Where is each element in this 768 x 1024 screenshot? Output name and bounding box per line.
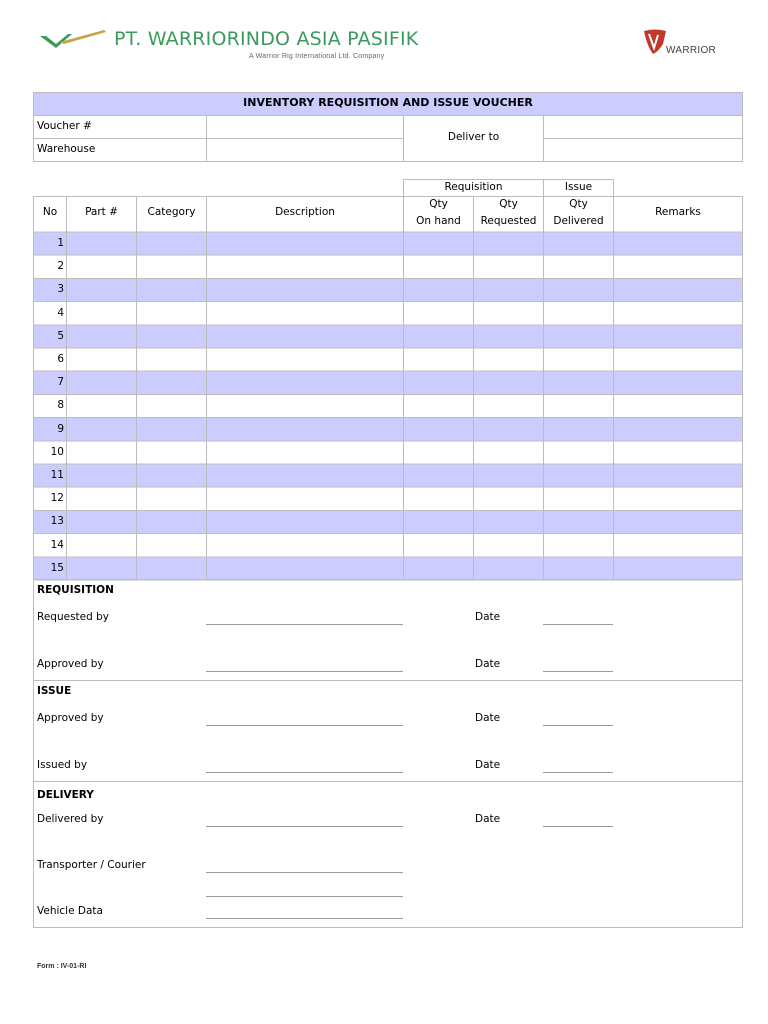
col-qty-requested-bottom: Requested [480, 215, 537, 227]
delivery-date-label: Date [475, 813, 501, 825]
delivery-heading: DELIVERY [37, 789, 94, 801]
col-description: Description [275, 206, 335, 218]
col-remarks: Remarks [655, 206, 701, 218]
row-number: 12 [50, 492, 64, 505]
row-number: 14 [50, 538, 64, 551]
row-number: 13 [50, 515, 64, 528]
warehouse-label: Warehouse [37, 143, 96, 155]
delivered-by-label: Delivered by [37, 813, 104, 825]
requisition-heading: REQUISITION [37, 584, 114, 596]
voucher-label: Voucher # [37, 120, 92, 132]
row-number: 15 [50, 561, 64, 574]
delivered-by-line[interactable] [206, 815, 403, 827]
requested-by-label: Requested by [37, 611, 109, 623]
issue-date-label-2: Date [475, 759, 501, 771]
col-qty-on-hand-top: Qty [429, 198, 448, 210]
issue-approved-by-label: Approved by [37, 712, 104, 724]
transporter-label: Transporter / Courier [37, 859, 146, 871]
issued-by-label: Issued by [37, 759, 88, 771]
issue-approved-by-line[interactable] [206, 714, 403, 726]
row-number: 6 [57, 353, 64, 365]
delivered-date-line[interactable] [543, 815, 613, 827]
vehicle-label: Vehicle Data [37, 905, 103, 917]
brand-name: WARRIOR [666, 45, 717, 56]
form-title: INVENTORY REQUISITION AND ISSUE VOUCHER [243, 96, 533, 109]
requested-by-line[interactable] [206, 613, 403, 625]
company-name: PT. WARRIORINDO ASIA PASIFIK [114, 28, 419, 50]
issue-heading: ISSUE [37, 685, 72, 697]
col-qty-delivered-bottom: Delivered [553, 215, 604, 227]
row-number: 2 [57, 260, 64, 273]
row-number: 5 [57, 329, 64, 342]
requested-date-line[interactable] [543, 613, 613, 625]
requisition-date-label-1: Date [475, 611, 501, 623]
col-qty-on-hand-bottom: On hand [416, 215, 461, 227]
row-number: 4 [57, 306, 64, 319]
row-number: 9 [57, 422, 64, 435]
col-category: Category [147, 206, 196, 218]
req-approved-by-label: Approved by [37, 658, 104, 670]
transporter-line-2[interactable] [206, 885, 403, 897]
col-qty-requested-top: Qty [499, 198, 518, 210]
vehicle-line[interactable] [206, 907, 403, 919]
transporter-line-1[interactable] [206, 861, 403, 873]
deliver-to-label: Deliver to [447, 131, 500, 143]
group-issue: Issue [564, 181, 593, 193]
col-no: No [42, 206, 58, 218]
row-number: 11 [50, 469, 64, 481]
company-subtitle: A Warrior Rig International Ltd. Company [249, 53, 385, 60]
row-number: 3 [57, 283, 64, 296]
col-qty-delivered-top: Qty [569, 198, 588, 210]
issue-date-label-1: Date [475, 712, 501, 724]
row-number: 10 [50, 445, 64, 458]
row-number: 1 [57, 237, 64, 249]
req-approved-date-line[interactable] [543, 660, 613, 672]
row-number: 8 [57, 399, 64, 412]
issued-date-line[interactable] [543, 761, 613, 773]
req-approved-by-line[interactable] [206, 660, 403, 672]
row-number: 7 [57, 376, 64, 389]
issued-by-line[interactable] [206, 761, 403, 773]
form-code: Form : IV-01-RI [37, 963, 87, 970]
requisition-date-label-2: Date [475, 658, 501, 670]
group-requisition: Requisition [444, 181, 503, 193]
issue-approved-date-line[interactable] [543, 714, 613, 726]
col-part: Part # [85, 206, 118, 218]
